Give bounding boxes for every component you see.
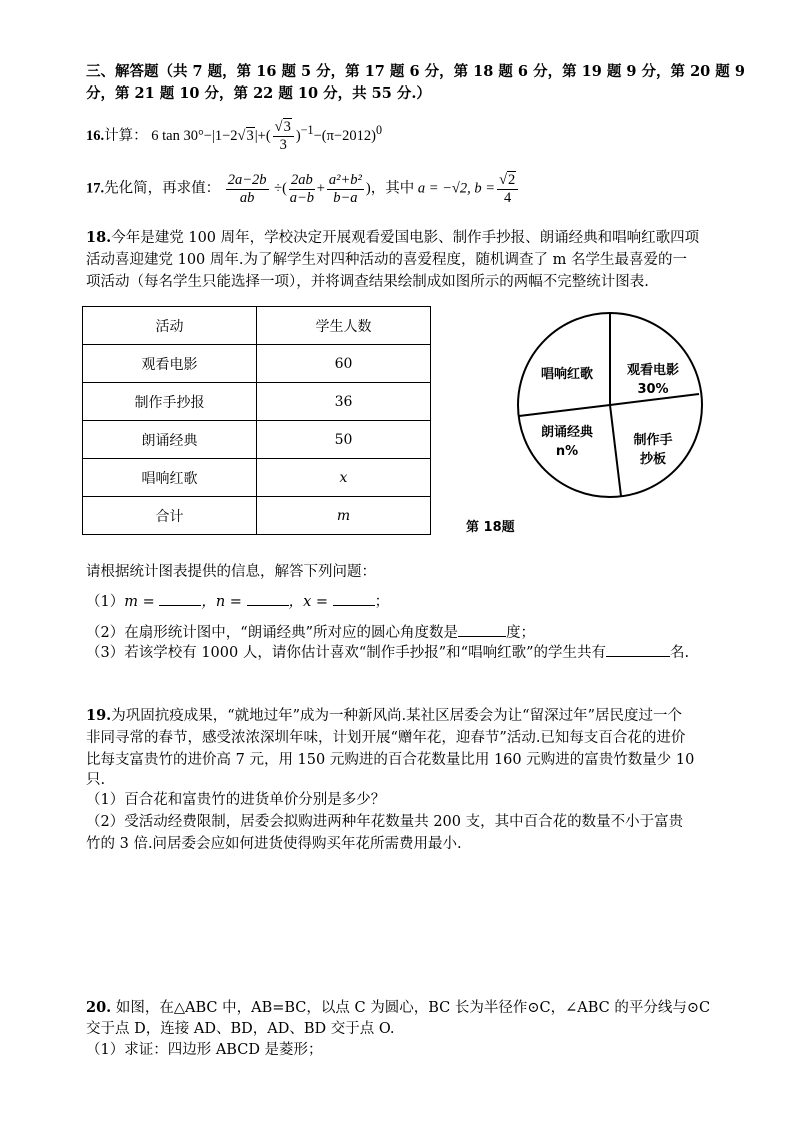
pie-label-recite-pct: n% xyxy=(555,444,579,459)
q17-text: 先化简，再求值： xyxy=(104,180,221,197)
q19-line-4: 只. xyxy=(86,772,106,788)
q16-expr-a: 6 tan 30°−|1−2 xyxy=(151,127,238,144)
table-row xyxy=(83,345,431,383)
q18-line-1: 18.今年是建党 100 周年，学校决定开展观看爱国电影、制作手抄报、朗诵经典和唱响红歌四项 xyxy=(86,229,700,246)
q17-frac1: $\frac{2a-2b}{ab}$ xyxy=(227,172,267,206)
q18-line-3: 项活动（每名学生只能选择一项），并将调查结果绘制成如图所示的两幅不完整统计图表. xyxy=(86,274,649,290)
answer-blank[interactable] xyxy=(333,591,375,606)
q17-plus: + xyxy=(316,180,325,197)
pie-label-recite: 朗诵经典 xyxy=(540,425,594,440)
q16-exp1: −1 xyxy=(300,123,314,137)
q19-line-2: 非同寻常的春节，感受浓浓深圳年味，计划开展“赠年花，迎春节”活动.已知每支百合花的进价 xyxy=(86,730,686,746)
pie-label-movie-pct: 30% xyxy=(637,382,669,397)
answer-blank[interactable] xyxy=(159,591,201,606)
pie-label-song: 唱响红歌 xyxy=(540,367,594,382)
q17-close: )，其中 xyxy=(365,180,415,197)
q17-a-value: a = −√2, xyxy=(417,180,471,197)
question-16 xyxy=(86,116,382,154)
table-cell: 60 xyxy=(257,345,431,383)
q19-sub2-cont: 竹的 3 倍.问居委会应如何进货使得购买年花所需费用最小. xyxy=(86,836,462,852)
q16-fraction: $\frac{√3}{3}$ xyxy=(273,119,294,153)
question-17 xyxy=(86,172,520,206)
table-row xyxy=(83,383,431,421)
table-header-cell: 学生人数 xyxy=(257,307,431,345)
answer-blank[interactable] xyxy=(606,642,670,657)
table-cell: 36 xyxy=(257,383,431,421)
pie-label-poster-2: 抄板 xyxy=(639,452,667,467)
q18-figure-caption: 第 18题 xyxy=(466,520,515,535)
q18-sub1: （1）m = ，n = ，x = ； xyxy=(86,590,389,611)
q16-number: 16. xyxy=(86,127,105,144)
q20-line-1: 20. 如图，在△ABC 中，AB=BC，以点 C 为圆心，BC 长为半径作⊙C，∠ABC 的平分线与⊙C xyxy=(86,999,711,1016)
q18-sub3: （3）若该学校有 1000 人，请你估计喜欢“制作手抄报”和“唱响红歌”的学生共有 名. xyxy=(86,641,689,662)
q18-line-2: 活动喜迎建党 100 周年.为了解学生对四种活动的喜爱程度，随机调查了 m 名学生最喜爱的一 xyxy=(86,252,687,268)
table-row xyxy=(83,421,431,459)
q18-sub2: （2）在扇形统计图中，“朗诵经典”所对应的圆心角度数是 度； xyxy=(86,621,535,642)
q18-data-table xyxy=(82,306,431,535)
table-cell: 观看电影 xyxy=(83,345,257,383)
table-cell: 合计 xyxy=(83,497,257,535)
q20-line-2: 交于点 D，连接 AD、BD，AD、BD 交于点 O. xyxy=(86,1021,395,1037)
q17-b-fraction: $\frac{√2}{4}$ xyxy=(497,172,518,206)
q20-sub1: （1）求证：四边形 ABCD 是菱形； xyxy=(86,1042,323,1058)
q16-expr-d: ) xyxy=(295,127,301,144)
q17-frac3: $\frac{\text{a²+b²}}{b-a}$ xyxy=(328,172,362,206)
q17-div: ÷( xyxy=(274,180,287,197)
q16-expr-e: −(π−2012) xyxy=(313,127,376,144)
q16-text: 计算： xyxy=(104,127,148,144)
table-cell: 50 xyxy=(257,421,431,459)
q19-line-3: 比每支富贵竹的进价高 7 元，用 150 元购进的百合花数量比用 160 元购进的富贵竹数量少 10 xyxy=(86,752,695,768)
q18-pie-chart xyxy=(515,310,705,500)
section-heading-cont: 分，第 21 题 10 分，第 22 题 10 分，共 55 分.） xyxy=(86,85,431,102)
table-row xyxy=(83,459,431,497)
pie-label-poster: 制作手 xyxy=(633,433,673,448)
table-cell: 制作手抄报 xyxy=(83,383,257,421)
section-heading: 三、解答题（共 7 题，第 16 题 5 分，第 17 题 6 分，第 18 题 6 分，第 19 题 9 分，第 20 题 9 xyxy=(86,63,745,80)
q19-sub2: （2）受活动经费限制，居委会拟购进两种年花数量共 200 支，其中百合花的数量不小于富贵 xyxy=(86,814,684,830)
q18-prompt: 请根据统计图表提供的信息，解答下列问题： xyxy=(86,564,376,580)
q17-b-label: b = xyxy=(474,180,496,197)
q19-line-1: 19.为巩固抗疫成果，“就地过年”成为一种新风尚.某社区居委会为让“留深过年”居民度过一个 xyxy=(86,707,682,724)
q16-expr-c: |+( xyxy=(254,127,271,144)
table-header-row xyxy=(83,307,431,345)
q19-sub1: （1）百合花和富贵竹的进货单价分别是多少？ xyxy=(86,792,386,808)
answer-blank[interactable] xyxy=(458,622,506,637)
table-cell: x xyxy=(257,459,431,497)
table-cell: m xyxy=(257,497,431,535)
answer-blank[interactable] xyxy=(247,591,289,606)
q17-frac2: $\frac{2ab}{a-b}$ xyxy=(289,172,314,206)
table-cell: 唱响红歌 xyxy=(83,459,257,497)
pie-label-movie: 观看电影 xyxy=(626,363,680,378)
q16-exp2: 0 xyxy=(375,123,382,137)
table-header-cell: 活动 xyxy=(83,307,257,345)
table-row xyxy=(83,497,431,535)
q17-number: 17. xyxy=(86,180,105,197)
q16-sqrt: √3 xyxy=(237,127,254,144)
table-cell: 朗诵经典 xyxy=(83,421,257,459)
